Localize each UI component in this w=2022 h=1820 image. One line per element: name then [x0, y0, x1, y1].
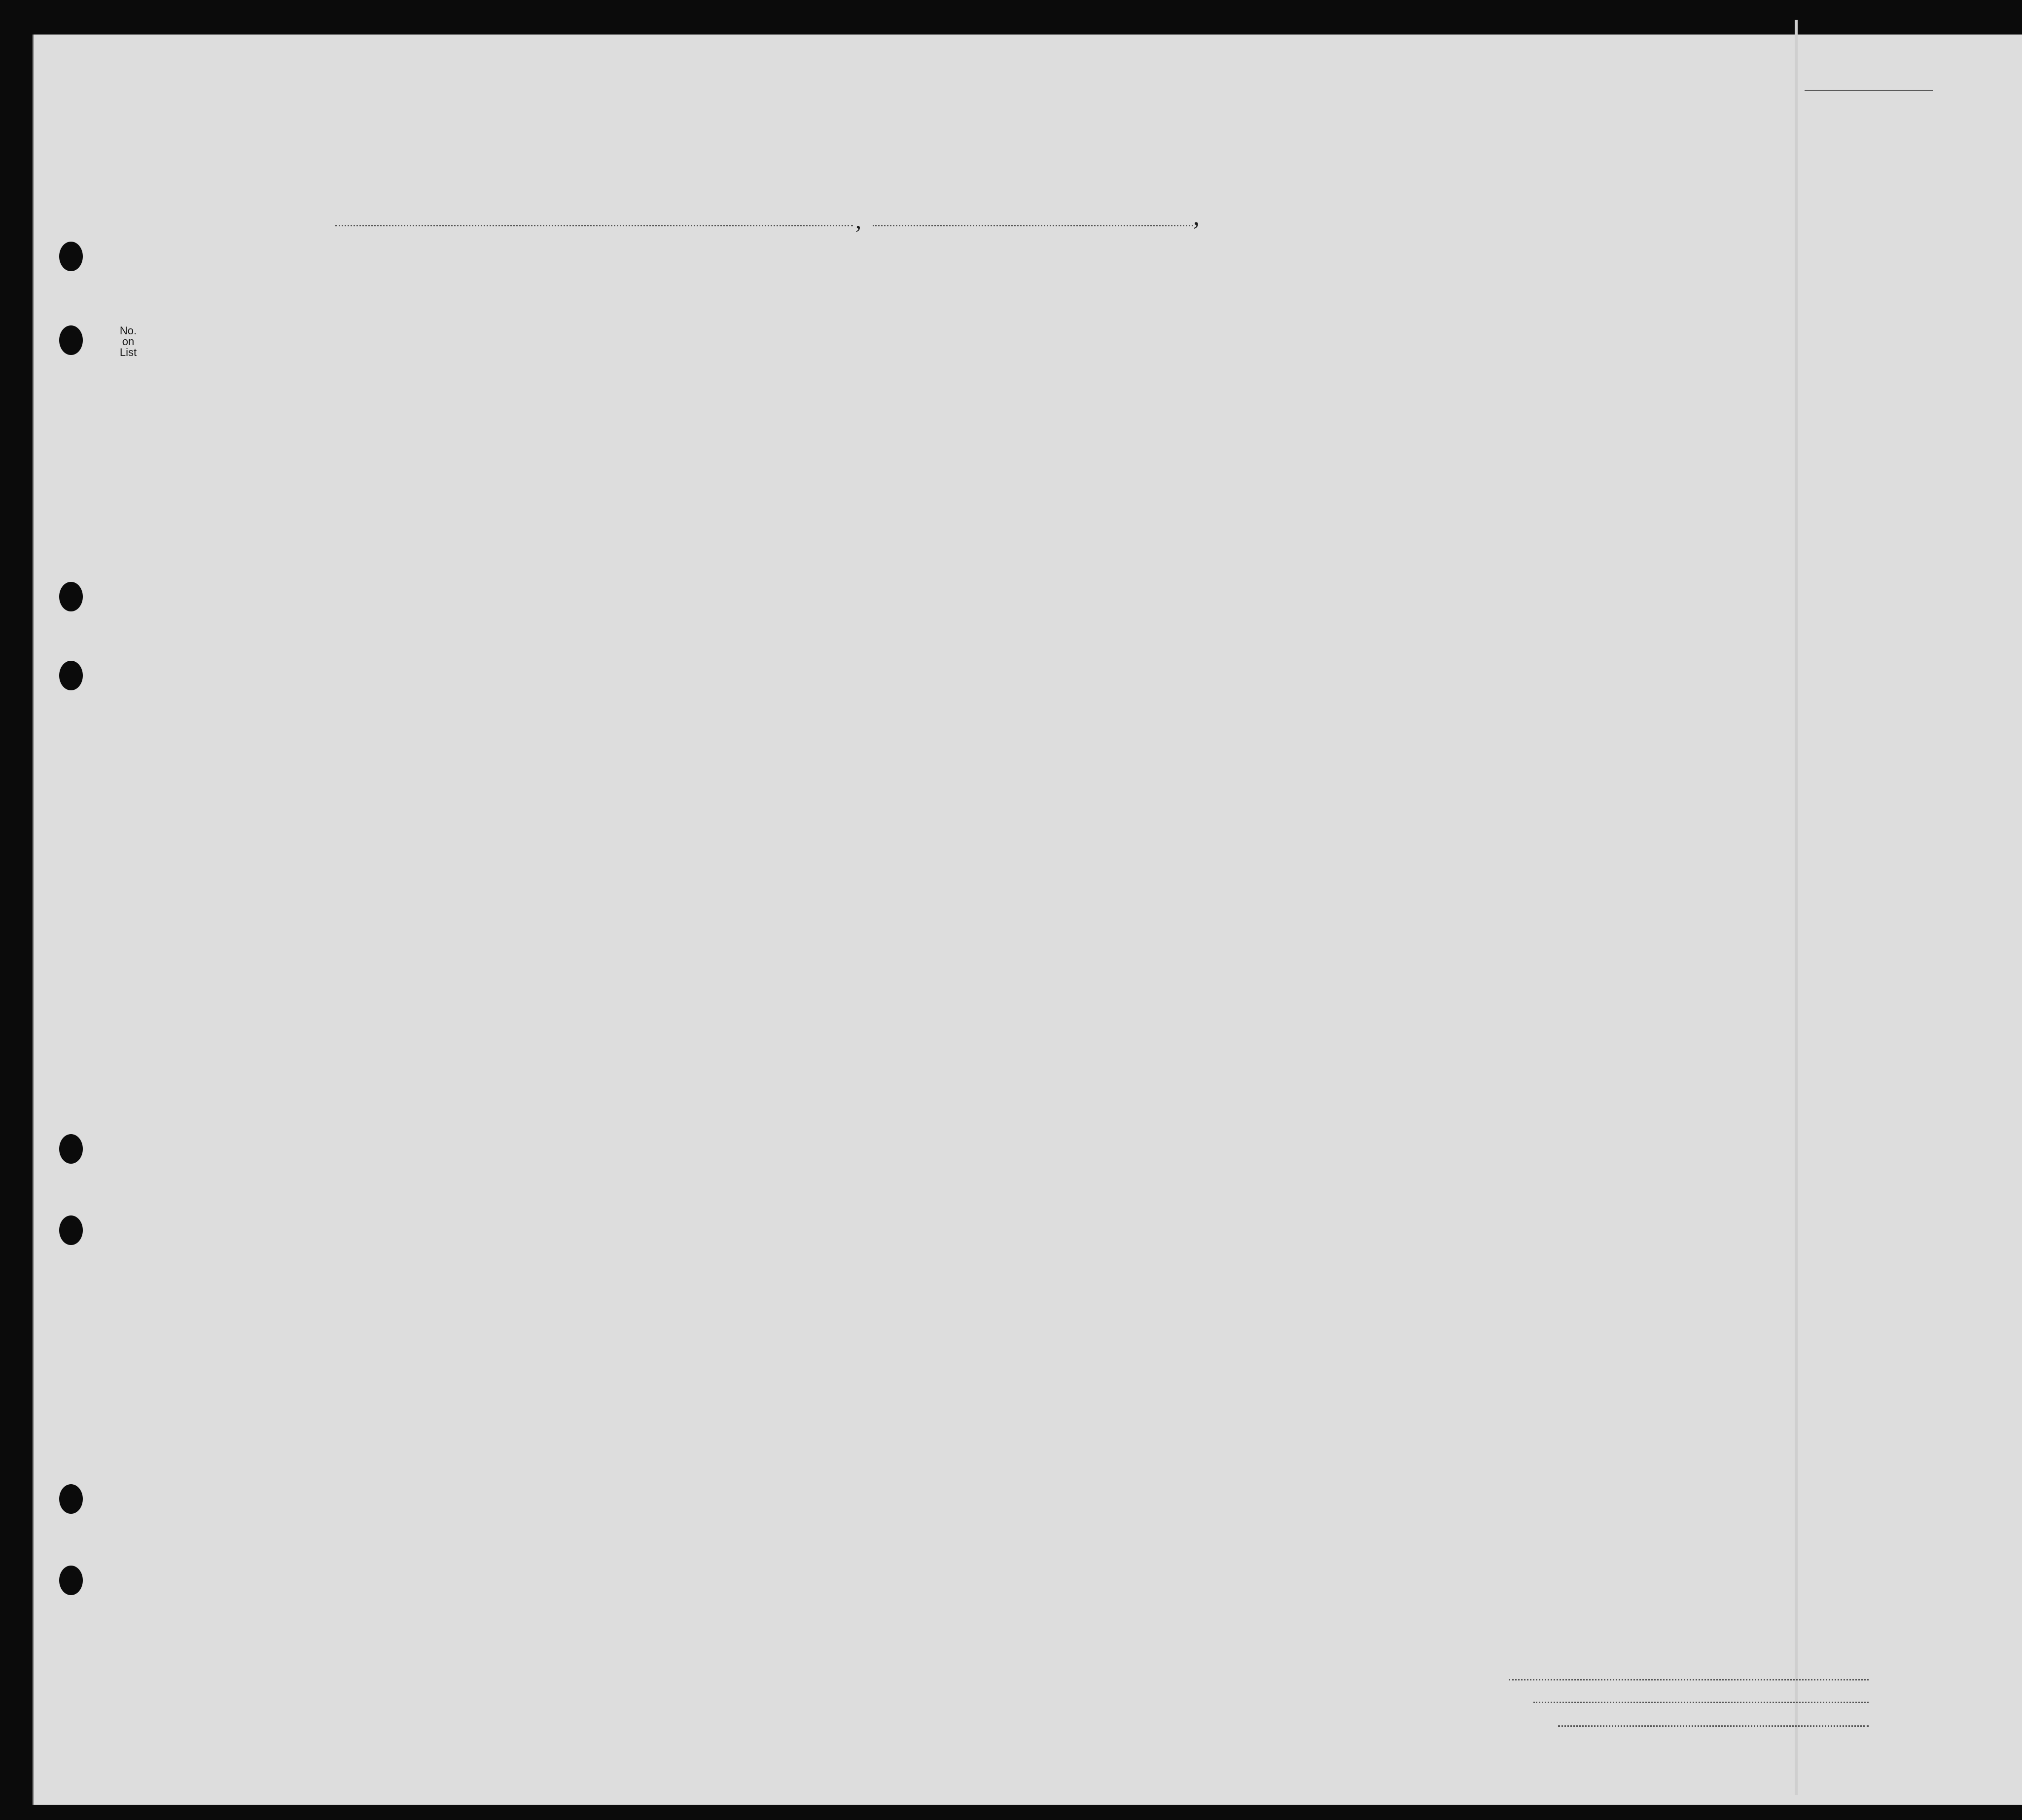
owners-field: [1533, 1702, 1869, 1703]
line-field: [1509, 1679, 1869, 1680]
date-comma: ,: [1193, 203, 1200, 231]
header-col-20: [611, 316, 698, 321]
port-comma: ,: [855, 208, 861, 234]
agents-field: [1558, 1725, 1869, 1727]
header-col-16: No. on List: [119, 324, 137, 358]
